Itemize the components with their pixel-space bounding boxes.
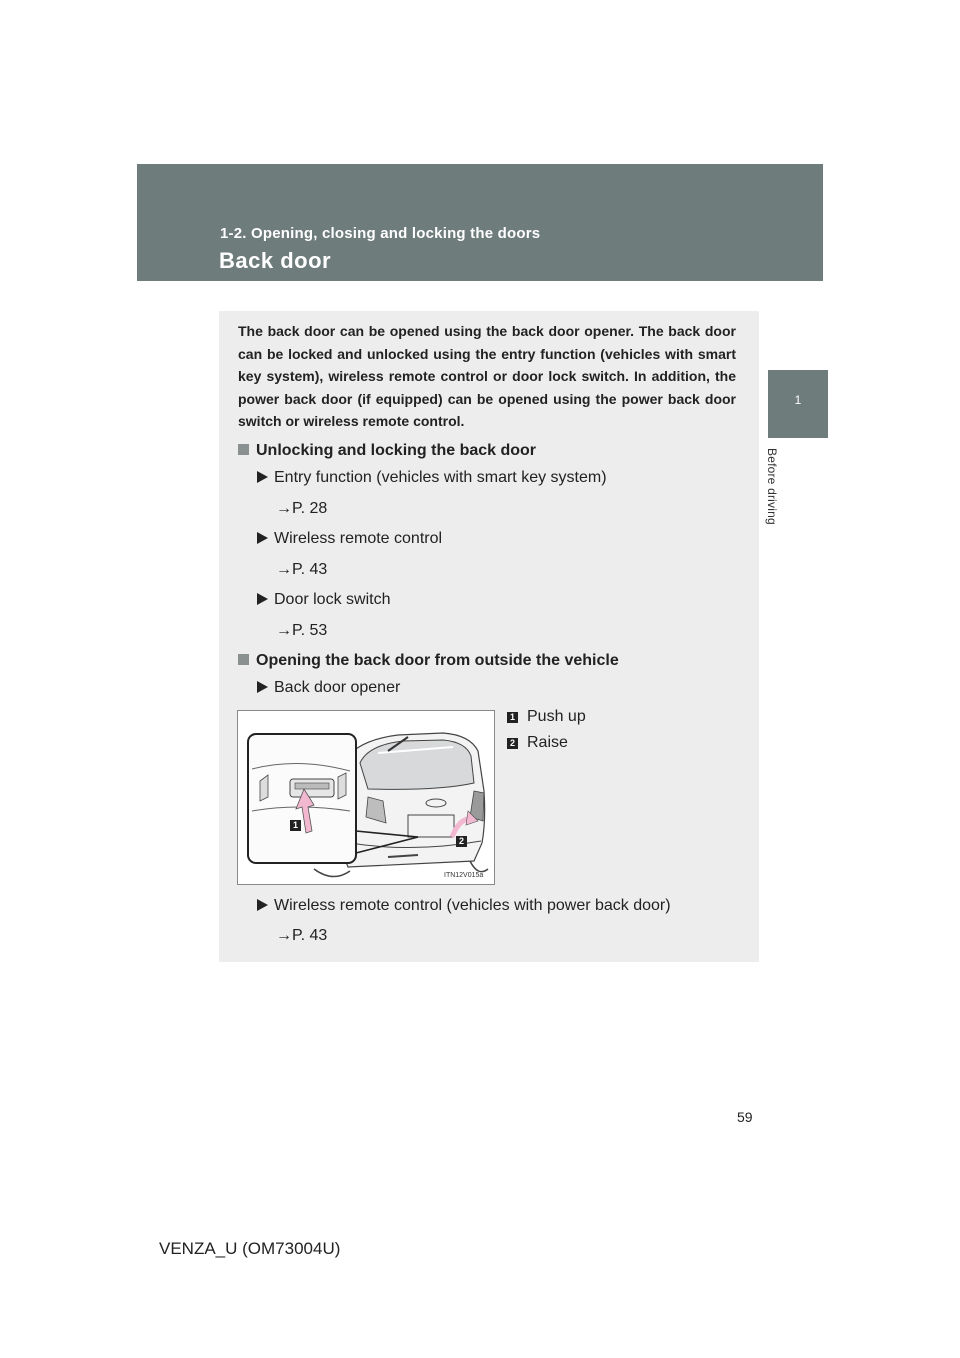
heading-square-icon bbox=[238, 654, 249, 665]
page-ref[interactable] bbox=[276, 561, 327, 579]
bullet-label: Back door opener bbox=[274, 679, 401, 696]
chapter-tab bbox=[768, 370, 828, 438]
bullet-label: Wireless remote control (vehicles with power back door) bbox=[274, 897, 671, 914]
bullet-entry-function bbox=[257, 469, 607, 487]
bullet-wireless-remote-power-door bbox=[257, 897, 671, 915]
bullet-label: Entry function (vehicles with smart key system) bbox=[274, 469, 607, 486]
callout-1: 1 bbox=[290, 820, 301, 831]
back-door-illustration bbox=[237, 710, 495, 885]
triangle-bullet-icon bbox=[257, 532, 268, 544]
ref-arrow-icon: → bbox=[276, 500, 292, 517]
triangle-bullet-icon bbox=[257, 681, 268, 693]
step-label: Raise bbox=[527, 734, 568, 751]
bullet-door-lock-switch bbox=[257, 591, 390, 609]
step-number-badge: 2 bbox=[507, 738, 518, 749]
bullet-back-door-opener bbox=[257, 679, 400, 697]
ref-arrow-icon: → bbox=[276, 561, 292, 578]
intro-paragraph: The back door can be opened using the back door opener. The back door can be locked and unlocked using the entry function (vehicles with smart key system), wireless remote control or door lock switch. In addition, the power back door (if equipped) can be opened using the power back door switch or wireless remote control. bbox=[238, 323, 736, 430]
step-label: Push up bbox=[527, 708, 586, 725]
page-ref[interactable] bbox=[276, 622, 327, 640]
ref-text: P. 43 bbox=[292, 561, 328, 578]
chapter-label: Before driving bbox=[765, 448, 779, 525]
step-raise bbox=[507, 734, 568, 752]
page-number: 59 bbox=[737, 1109, 753, 1125]
content-panel bbox=[219, 311, 759, 962]
heading-text: Unlocking and locking the back door bbox=[256, 442, 537, 459]
ref-text: P. 53 bbox=[292, 622, 328, 639]
chapter-side-label bbox=[765, 448, 797, 538]
ref-arrow-icon: → bbox=[276, 927, 292, 944]
bullet-wireless-remote bbox=[257, 530, 442, 548]
heading-opening-back-door bbox=[238, 652, 619, 670]
figure-code: ITN12V015a bbox=[444, 872, 484, 879]
heading-unlocking-locking bbox=[238, 442, 536, 460]
bullet-label: Wireless remote control bbox=[274, 530, 443, 547]
car-rear-illustration bbox=[238, 711, 494, 884]
heading-text: Opening the back door from outside the vehicle bbox=[256, 652, 619, 669]
step-push-up bbox=[507, 708, 586, 726]
chapter-number: 1 bbox=[794, 393, 802, 407]
triangle-bullet-icon bbox=[257, 899, 268, 911]
triangle-bullet-icon bbox=[257, 471, 268, 483]
heading-square-icon bbox=[238, 444, 249, 455]
callout-2: 2 bbox=[456, 836, 467, 847]
step-number-badge: 1 bbox=[507, 712, 518, 723]
page-title: Back door bbox=[219, 248, 332, 273]
ref-text: P. 43 bbox=[292, 927, 328, 944]
chapter-header bbox=[137, 164, 823, 281]
footer-manual-id: VENZA_U (OM73004U) bbox=[159, 1239, 341, 1258]
bullet-label: Door lock switch bbox=[274, 591, 391, 608]
triangle-bullet-icon bbox=[257, 593, 268, 605]
ref-text: P. 28 bbox=[292, 500, 328, 517]
page-ref[interactable] bbox=[276, 500, 327, 518]
ref-arrow-icon: → bbox=[276, 622, 292, 639]
page-ref[interactable] bbox=[276, 927, 327, 945]
section-label: 1-2. Opening, closing and locking the doors bbox=[220, 225, 541, 242]
